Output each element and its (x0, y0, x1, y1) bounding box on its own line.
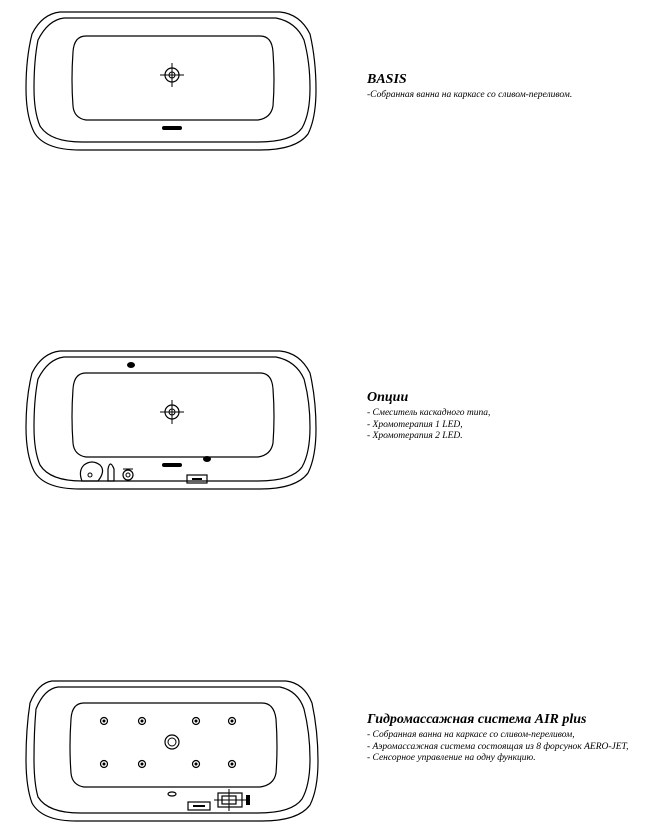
aero-jet-icon (229, 718, 236, 725)
led-light-icon (203, 456, 211, 462)
section-line: -Собранная ванна на каркасе со сливом-переливом. (367, 90, 573, 100)
section-basis (367, 72, 657, 102)
section-line: - Собранная ванна на каркасе со сливом-переливом, (367, 730, 575, 740)
section-title: BASIS (367, 72, 407, 87)
bathtub-diagram-basis (0, 0, 340, 160)
aero-jet-icon (139, 718, 146, 725)
section-title: Гидромассажная система AIR plus (367, 712, 587, 727)
aero-jet-icon (193, 761, 200, 768)
section-line: - Сенсорное управление на одну функцию. (367, 753, 536, 763)
aero-jet-icon (101, 761, 108, 768)
aero-jet-icon (101, 718, 108, 725)
bathtub-outer-outline (26, 351, 316, 489)
drain-icon (160, 400, 184, 424)
cascade-mixer-icon (80, 462, 133, 481)
drain-icon (165, 735, 179, 749)
aero-jet-icon (139, 761, 146, 768)
overflow-icon (162, 463, 182, 467)
bathtub-diagram-options (0, 345, 340, 505)
bathtub-basin-outline (70, 703, 277, 787)
section-air-plus (367, 712, 657, 765)
sensor-control-icon (187, 475, 207, 483)
section-line: - Хромотерапия 1 LED, (367, 419, 463, 430)
overflow-icon (162, 126, 182, 130)
section-line: - Смеситель каскадного типа, (367, 408, 491, 418)
section-line: - Аэромассажная система состоящая из 8 форсунок AERO-JET, (367, 741, 629, 752)
bathtub-diagram-air-plus (0, 675, 340, 827)
drain-icon (160, 63, 184, 87)
section-options (367, 390, 657, 443)
sensor-control-icon (188, 789, 250, 811)
overflow-icon (168, 792, 176, 796)
section-line: - Хромотерапия 2 LED. (367, 431, 463, 441)
led-light-icon (127, 362, 135, 368)
aero-jet-icon (193, 718, 200, 725)
aero-jet-icon (229, 761, 236, 768)
section-title: Опции (367, 390, 409, 405)
